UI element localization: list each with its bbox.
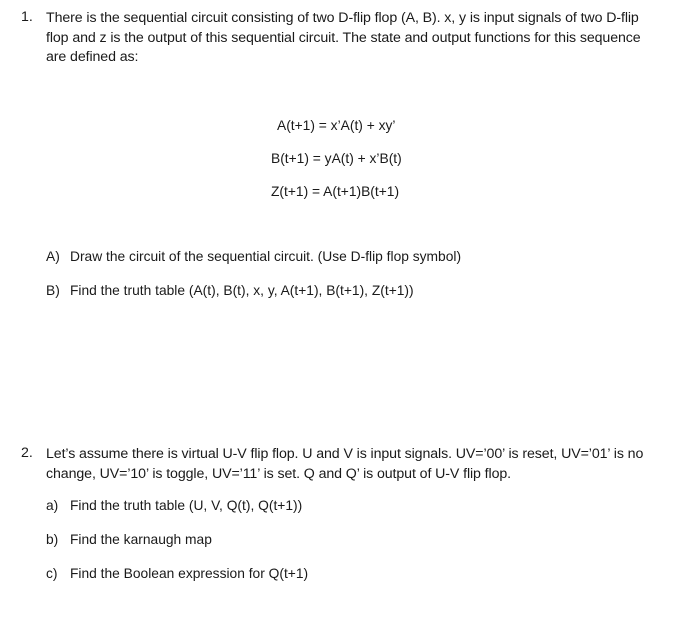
question-1-text-line-1: There is the sequential circuit consisting of two D-flip flop (A, B). x, y is input signals of two D-flip bbox=[46, 10, 639, 26]
question-2-part-c bbox=[46, 566, 308, 581]
part-label: A) bbox=[46, 249, 60, 264]
part-text: Find the Boolean expression for Q(t+1) bbox=[70, 566, 309, 581]
question-1-text-line-2: flop and z is the output of this sequential circuit. The state and output functions for this sequence bbox=[46, 29, 641, 46]
question-2-number: 2. bbox=[21, 445, 33, 461]
question-1-number: 1. bbox=[21, 9, 33, 25]
part-label: B) bbox=[46, 283, 60, 298]
question-1-part-b bbox=[46, 283, 414, 298]
part-text: Draw the circuit of the sequential circuit. (Use D-flip flop symbol) bbox=[70, 249, 462, 264]
question-2-text-line-1: Let’s assume there is virtual U-V flip flop. U and V is input signals. UV=’00’ is reset, UV=’01’ is no bbox=[46, 446, 644, 462]
equation-a: A(t+1) = x’A(t) + xy’ bbox=[277, 118, 396, 133]
question-2-text-line-2: change, UV=’10’ is toggle, UV=’11’ is set. Q and Q’ is output of U-V flip flop. bbox=[46, 465, 511, 482]
part-label: c) bbox=[46, 566, 58, 581]
question-1-text bbox=[46, 9, 686, 68]
question-2-part-b bbox=[46, 532, 212, 547]
equation-b: B(t+1) = yA(t) + x’B(t) bbox=[271, 151, 402, 166]
question-1-part-a bbox=[46, 249, 461, 264]
question-2-part-a bbox=[46, 498, 302, 513]
part-label: b) bbox=[46, 532, 59, 547]
part-label: a) bbox=[46, 498, 59, 513]
part-text: Find the truth table (U, V, Q(t), Q(t+1)) bbox=[70, 498, 303, 513]
part-text: Find the truth table (A(t), B(t), x, y, A(t+1), B(t+1), Z(t+1)) bbox=[70, 283, 414, 298]
part-text: Find the karnaugh map bbox=[70, 532, 212, 547]
equation-z: Z(t+1) = A(t+1)B(t+1) bbox=[271, 184, 400, 199]
question-1-text-line-3: are defined as: bbox=[46, 49, 139, 65]
question-2-text bbox=[46, 445, 686, 484]
